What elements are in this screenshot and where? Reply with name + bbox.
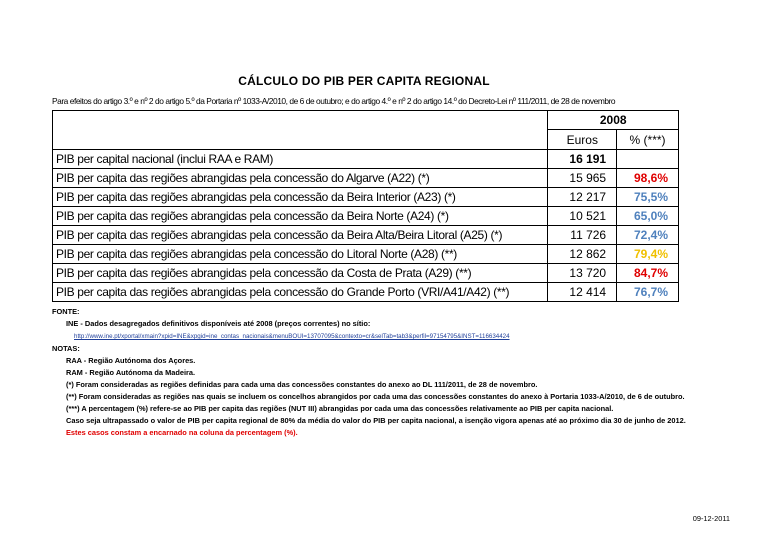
notes-section bbox=[52, 306, 686, 439]
note-ram: RAM - Região Autónoma da Madeira. bbox=[66, 368, 196, 377]
note-2: (**) Foram consideradas as regiões nas quais se incluem os concelhos abrangidos por cada uma das concessões constantes do anexo à Portaria 1033-A/2010, de 6 de outubro. bbox=[66, 392, 685, 401]
pct-column-header: % (***) bbox=[617, 130, 679, 150]
row-euros: 15 965 bbox=[548, 169, 617, 188]
header-blank-cell bbox=[53, 111, 548, 150]
fonte-ine: INE - Dados desagregados definitivos disponíveis até 2008 (preços correntes) no sítio: bbox=[66, 319, 371, 328]
pib-table bbox=[52, 110, 679, 302]
fonte-heading: FONTE: bbox=[52, 307, 80, 316]
row-pct: 98,6% bbox=[617, 169, 679, 188]
note-1: (*) Foram consideradas as regiões definidas para cada uma das concessões constantes do anexo ao DL 111/2011, de 28 de novembro. bbox=[66, 380, 538, 389]
page-subtitle: Para efeitos do artigo 3.º e nº 2 do artigo 5.º da Portaria nº 1033-A/2010, de 6 de outubro; e do artigo 4.º e nº 2 do artigo 14.º do Decreto-Lei nº 111/2011, de 28 de novembro bbox=[52, 96, 616, 106]
row-label: PIB per capita das regiões abrangidas pela concessão da Beira Alta/Beira Litoral (A25) (*) bbox=[53, 226, 548, 245]
notas-heading: NOTAS: bbox=[52, 344, 80, 353]
row-pct: 75,5% bbox=[617, 188, 679, 207]
row-label: PIB per capita das regiões abrangidas pela concessão do Grande Porto (VRI/A41/A42) (**) bbox=[53, 283, 548, 302]
document-date: 09-12-2011 bbox=[692, 514, 730, 523]
row-euros: 10 521 bbox=[548, 207, 617, 226]
euros-column-header: Euros bbox=[548, 130, 617, 150]
table-row bbox=[53, 245, 679, 264]
row-euros: 12 414 bbox=[548, 283, 617, 302]
table-row bbox=[53, 264, 679, 283]
table-row bbox=[53, 150, 679, 169]
row-euros: 11 726 bbox=[548, 226, 617, 245]
year-header: 2008 bbox=[548, 111, 679, 130]
table-row bbox=[53, 226, 679, 245]
table-row bbox=[53, 283, 679, 302]
row-euros: 13 720 bbox=[548, 264, 617, 283]
row-euros: 12 862 bbox=[548, 245, 617, 264]
row-label: PIB per capital nacional (inclui RAA e RAM) bbox=[53, 150, 548, 169]
note-5: Estes casos constam a encarnado na coluna da percentagem (%). bbox=[66, 428, 298, 437]
row-label: PIB per capita das regiões abrangidas pela concessão do Litoral Norte (A28) (**) bbox=[53, 245, 548, 264]
row-label: PIB per capita das regiões abrangidas pela concessão da Costa de Prata (A29) (**) bbox=[53, 264, 548, 283]
row-label: PIB per capita das regiões abrangidas pela concessão do Algarve (A22) (*) bbox=[53, 169, 548, 188]
row-euros: 12 217 bbox=[548, 188, 617, 207]
table-row bbox=[53, 169, 679, 188]
note-3: (***) A percentagem (%) refere-se ao PIB per capita das regiões (NUT III) abrangidas por cada uma das concessões relativamente ao PIB per capita nacional. bbox=[66, 404, 614, 413]
table-header-year-row bbox=[53, 111, 679, 130]
row-pct: 84,7% bbox=[617, 264, 679, 283]
note-4: Caso seja ultrapassado o valor de PIB per capita regional de 80% da média do valor do PIB per capita nacional, a isenção vigora apenas até ao próximo dia 30 de junho de 2012. bbox=[66, 416, 686, 425]
row-pct: 65,0% bbox=[617, 207, 679, 226]
table-row bbox=[53, 207, 679, 226]
row-label: PIB per capita das regiões abrangidas pela concessão da Beira Interior (A23) (*) bbox=[53, 188, 548, 207]
row-label: PIB per capita das regiões abrangidas pela concessão da Beira Norte (A24) (*) bbox=[53, 207, 548, 226]
row-euros: 16 191 bbox=[548, 150, 617, 169]
row-pct: 76,7% bbox=[617, 283, 679, 302]
fonte-url-wrap bbox=[52, 330, 686, 343]
row-pct bbox=[617, 150, 679, 169]
row-pct: 79,4% bbox=[617, 245, 679, 264]
source-link[interactable]: http://www.ine.pt/xportal/xmain?xpid=INE&xpgid=ine_contas_nacionais&menuBOUI=13707095&contexto=cr&selTab=tab3&perfil=97154795&INST=116634424 bbox=[74, 333, 510, 340]
table-row bbox=[53, 188, 679, 207]
page-title: CÁLCULO DO PIB PER CAPITA REGIONAL bbox=[238, 74, 490, 88]
row-pct: 72,4% bbox=[617, 226, 679, 245]
note-raa: RAA - Região Autónoma dos Açores. bbox=[66, 356, 196, 365]
